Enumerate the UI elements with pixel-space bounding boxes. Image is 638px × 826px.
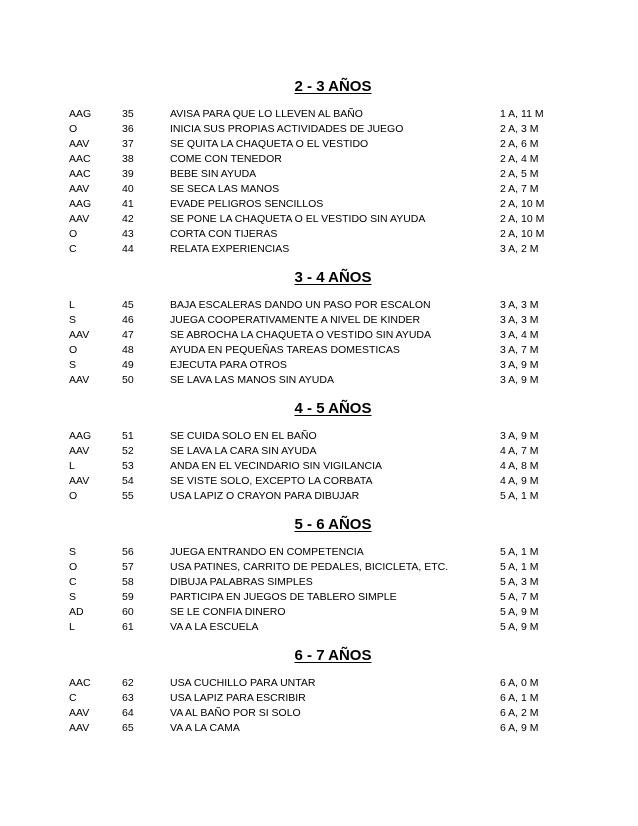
table-row: [0, 620, 638, 635]
age-equivalent: 5 A, 1 M: [500, 546, 539, 558]
item-description: USA CUCHILLO PARA UNTAR: [170, 677, 316, 689]
table-row: [0, 167, 638, 182]
age-equivalent: 5 A, 1 M: [500, 561, 539, 573]
area-code: AAC: [69, 677, 91, 689]
age-section: [0, 267, 638, 388]
table-row: [0, 227, 638, 242]
table-row: [0, 691, 638, 706]
item-description: DIBUJA PALABRAS SIMPLES: [170, 576, 313, 588]
item-description: SE SECA LAS MANOS: [170, 183, 280, 195]
item-description: USA PATINES, CARRITO DE PEDALES, BICICLETA, ETC.: [170, 561, 449, 573]
item-number: 49: [122, 359, 134, 371]
area-code: C: [69, 243, 77, 255]
item-description: COME CON TENEDOR: [170, 153, 282, 165]
section-title: 4 - 5 AÑOS: [294, 400, 372, 417]
item-number: 44: [122, 243, 134, 255]
table-row: [0, 343, 638, 358]
item-description: SE ABROCHA LA CHAQUETA O VESTIDO SIN AYUDA: [170, 329, 432, 341]
age-equivalent: 6 A, 0 M: [500, 677, 539, 689]
age-equivalent: 1 A, 11 M: [500, 108, 544, 120]
age-equivalent: 5 A, 1 M: [500, 490, 539, 502]
area-code: AAV: [69, 707, 90, 719]
item-description: JUEGA ENTRANDO EN COMPETENCIA: [170, 546, 364, 558]
area-code: AAC: [69, 153, 91, 165]
age-equivalent: 3 A, 7 M: [500, 344, 539, 356]
item-description: AYUDA EN PEQUEÑAS TAREAS DOMESTICAS: [170, 344, 400, 356]
item-description: SE LAVA LAS MANOS SIN AYUDA: [170, 374, 334, 386]
area-code: AAV: [69, 374, 90, 386]
age-equivalent: 2 A, 7 M: [500, 183, 539, 195]
item-description: VA AL BAÑO POR SI SOLO: [170, 707, 301, 719]
age-equivalent: 5 A, 9 M: [500, 621, 539, 633]
section-title: 5 - 6 AÑOS: [294, 516, 372, 533]
item-number: 59: [122, 591, 134, 603]
item-number: 56: [122, 546, 134, 558]
item-number: 58: [122, 576, 134, 588]
item-number: 62: [122, 677, 134, 689]
item-description: BAJA ESCALERAS DANDO UN PASO POR ESCALON: [170, 299, 431, 311]
area-code: AAV: [69, 475, 90, 487]
item-description: SE VISTE SOLO, EXCEPTO LA CORBATA: [170, 475, 373, 487]
item-description: EJECUTA PARA OTROS: [170, 359, 287, 371]
item-description: SE LE CONFIA DINERO: [170, 606, 286, 618]
item-description: USA LAPIZ PARA ESCRIBIR: [170, 692, 306, 704]
item-number: 64: [122, 707, 134, 719]
area-code: O: [69, 344, 78, 356]
item-number: 46: [122, 314, 134, 326]
item-list: [0, 298, 638, 388]
section-title: 3 - 4 AÑOS: [294, 269, 372, 286]
age-equivalent: 6 A, 1 M: [500, 692, 539, 704]
table-row: [0, 605, 638, 620]
table-row: [0, 137, 638, 152]
item-number: 57: [122, 561, 134, 573]
age-equivalent: 3 A, 9 M: [500, 359, 539, 371]
table-row: [0, 474, 638, 489]
item-description: INICIA SUS PROPIAS ACTIVIDADES DE JUEGO: [170, 123, 404, 135]
item-description: JUEGA COOPERATIVAMENTE A NIVEL DE KINDER: [170, 314, 421, 326]
age-equivalent: 4 A, 8 M: [500, 460, 539, 472]
item-number: 37: [122, 138, 134, 150]
item-number: 35: [122, 108, 134, 120]
area-code: AAG: [69, 108, 92, 120]
age-equivalent: 2 A, 4 M: [500, 153, 539, 165]
item-description: RELATA EXPERIENCIAS: [170, 243, 290, 255]
age-equivalent: 2 A, 10 M: [500, 198, 545, 210]
item-description: CORTA CON TIJERAS: [170, 228, 278, 240]
table-row: [0, 313, 638, 328]
item-number: 53: [122, 460, 134, 472]
age-equivalent: 2 A, 6 M: [500, 138, 539, 150]
age-equivalent: 5 A, 9 M: [500, 606, 539, 618]
item-list: [0, 107, 638, 257]
area-code: S: [69, 314, 77, 326]
area-code: AAV: [69, 329, 90, 341]
age-section: [0, 76, 638, 257]
table-row: [0, 373, 638, 388]
table-row: [0, 122, 638, 137]
item-number: 48: [122, 344, 134, 356]
age-equivalent: 5 A, 7 M: [500, 591, 539, 603]
age-equivalent: 3 A, 3 M: [500, 299, 539, 311]
age-equivalent: 2 A, 3 M: [500, 123, 539, 135]
item-description: VA A LA CAMA: [170, 722, 240, 734]
age-equivalent: 3 A, 2 M: [500, 243, 539, 255]
area-code: S: [69, 591, 77, 603]
area-code: L: [69, 621, 75, 633]
area-code: O: [69, 490, 78, 502]
table-row: [0, 328, 638, 343]
area-code: AAG: [69, 198, 92, 210]
item-description: AVISA PARA QUE LO LLEVEN AL BAÑO: [170, 108, 363, 120]
area-code: L: [69, 299, 75, 311]
age-section: [0, 645, 638, 736]
area-code: AAV: [69, 213, 90, 225]
age-equivalent: 3 A, 3 M: [500, 314, 539, 326]
age-equivalent: 6 A, 9 M: [500, 722, 539, 734]
item-number: 38: [122, 153, 134, 165]
item-number: 54: [122, 475, 134, 487]
area-code: S: [69, 359, 77, 371]
table-row: [0, 459, 638, 474]
item-list: [0, 676, 638, 736]
table-row: [0, 676, 638, 691]
table-row: [0, 242, 638, 257]
table-row: [0, 429, 638, 444]
area-code: AAV: [69, 138, 90, 150]
item-list: [0, 429, 638, 504]
item-description: SE QUITA LA CHAQUETA O EL VESTIDO: [170, 138, 369, 150]
area-code: AAC: [69, 168, 91, 180]
item-number: 52: [122, 445, 134, 457]
table-row: [0, 182, 638, 197]
area-code: S: [69, 546, 77, 558]
item-description: BEBE SIN AYUDA: [170, 168, 257, 180]
table-row: [0, 107, 638, 122]
section-title: 6 - 7 AÑOS: [294, 647, 372, 664]
area-code: AAV: [69, 183, 90, 195]
table-row: [0, 152, 638, 167]
age-equivalent: 2 A, 5 M: [500, 168, 539, 180]
age-equivalent: 2 A, 10 M: [500, 228, 545, 240]
item-number: 40: [122, 183, 134, 195]
area-code: AAG: [69, 430, 92, 442]
item-number: 63: [122, 692, 134, 704]
item-number: 39: [122, 168, 134, 180]
item-number: 45: [122, 299, 134, 311]
item-number: 61: [122, 621, 134, 633]
item-number: 36: [122, 123, 134, 135]
item-description: SE LAVA LA CARA SIN AYUDA: [170, 445, 317, 457]
table-row: [0, 197, 638, 212]
table-row: [0, 721, 638, 736]
item-number: 50: [122, 374, 134, 386]
item-number: 65: [122, 722, 134, 734]
item-number: 47: [122, 329, 134, 341]
area-code: L: [69, 460, 75, 472]
age-equivalent: 2 A, 10 M: [500, 213, 545, 225]
age-section: [0, 514, 638, 635]
age-section: [0, 398, 638, 504]
age-equivalent: 3 A, 9 M: [500, 430, 539, 442]
item-number: 51: [122, 430, 134, 442]
section-title: 2 - 3 AÑOS: [294, 78, 372, 95]
item-number: 55: [122, 490, 134, 502]
area-code: O: [69, 561, 78, 573]
document-page: [0, 76, 638, 736]
age-equivalent: 5 A, 3 M: [500, 576, 539, 588]
area-code: AAV: [69, 445, 90, 457]
table-row: [0, 575, 638, 590]
age-equivalent: 4 A, 7 M: [500, 445, 539, 457]
area-code: AD: [69, 606, 84, 618]
age-equivalent: 3 A, 9 M: [500, 374, 539, 386]
age-equivalent: 4 A, 9 M: [500, 475, 539, 487]
table-row: [0, 212, 638, 227]
table-row: [0, 560, 638, 575]
item-description: SE PONE LA CHAQUETA O EL VESTIDO SIN AYUDA: [170, 213, 426, 225]
table-row: [0, 298, 638, 313]
item-number: 60: [122, 606, 134, 618]
item-description: ANDA EN EL VECINDARIO SIN VIGILANCIA: [170, 460, 382, 472]
item-description: VA A LA ESCUELA: [170, 621, 259, 633]
age-equivalent: 3 A, 4 M: [500, 329, 539, 341]
area-code: O: [69, 228, 78, 240]
area-code: C: [69, 576, 77, 588]
table-row: [0, 590, 638, 605]
table-row: [0, 444, 638, 459]
item-number: 41: [122, 198, 134, 210]
item-number: 42: [122, 213, 134, 225]
table-row: [0, 358, 638, 373]
table-row: [0, 489, 638, 504]
area-code: AAV: [69, 722, 90, 734]
age-equivalent: 6 A, 2 M: [500, 707, 539, 719]
area-code: C: [69, 692, 77, 704]
area-code: O: [69, 123, 78, 135]
item-number: 43: [122, 228, 134, 240]
table-row: [0, 706, 638, 721]
item-list: [0, 545, 638, 635]
item-description: SE CUIDA SOLO EN EL BAÑO: [170, 430, 317, 442]
item-description: EVADE PELIGROS SENCILLOS: [170, 198, 324, 210]
table-row: [0, 545, 638, 560]
item-description: USA LAPIZ O CRAYON PARA DIBUJAR: [170, 490, 360, 502]
item-description: PARTICIPA EN JUEGOS DE TABLERO SIMPLE: [170, 591, 397, 603]
